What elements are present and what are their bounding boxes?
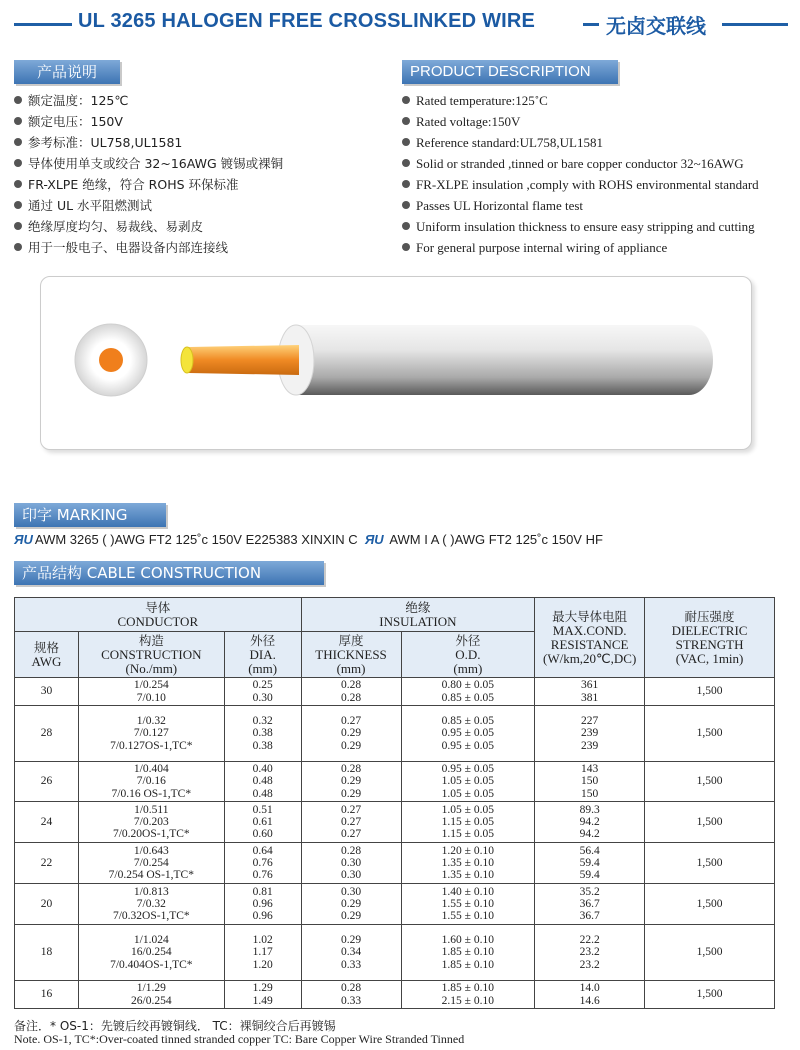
cell-cons: 1/1.024 16/0.254 7/0.404OS-1,TC* xyxy=(78,925,224,981)
header-awg: 规格 AWG xyxy=(15,632,79,678)
list-item: Rated voltage:150V xyxy=(402,111,759,132)
table-row xyxy=(15,925,775,981)
list-item: 额定电压：150V xyxy=(14,111,283,132)
note-cn: 备注．* OS-1：先镀后绞再镀铜线． TC：裸铜绞合后再镀锡 xyxy=(14,1019,336,1033)
table-row xyxy=(15,843,775,884)
cell-cons: 1/0.404 7/0.16 7/0.16 OS-1,TC* xyxy=(78,762,224,802)
bullet-icon xyxy=(14,96,22,104)
bullet-icon xyxy=(14,159,22,167)
cell-dielectric: 1,500 xyxy=(645,925,775,981)
cell-od: 1.40 ± 0.10 1.55 ± 0.10 1.55 ± 0.10 xyxy=(401,884,535,925)
cell-dielectric: 1,500 xyxy=(645,843,775,884)
list-item: Solid or stranded ,tinned or bare copper conductor 32~16AWG xyxy=(402,153,759,174)
bullet-icon xyxy=(402,222,410,230)
cell-awg: 30 xyxy=(15,678,79,706)
header-resistance: 最大导体电阻 MAX.COND. RESISTANCE (W/km,20℃,DC) xyxy=(535,598,645,678)
cell-thick: 0.28 0.29 0.29 xyxy=(301,762,401,802)
cell-res: 89.3 94.2 94.2 xyxy=(535,802,645,843)
cell-od: 0.95 ± 0.05 1.05 ± 0.05 1.05 ± 0.05 xyxy=(401,762,535,802)
construction-heading: 产品结构 CABLE CONSTRUCTION xyxy=(14,561,324,585)
header-construction: 构造 CONSTRUCTION (No./mm) xyxy=(78,632,224,678)
list-item: Rated temperature:125˚C xyxy=(402,90,759,111)
cell-awg: 22 xyxy=(15,843,79,884)
ul-logo-icon: ЯU xyxy=(14,532,33,547)
cell-res: 35.2 36.7 36.7 xyxy=(535,884,645,925)
marking-heading: 印字 MARKING xyxy=(14,503,166,527)
description-en-list xyxy=(402,90,759,258)
wire-jacket xyxy=(296,325,713,395)
bullet-icon xyxy=(402,243,410,251)
table-row xyxy=(15,981,775,1009)
cell-thick: 0.29 0.34 0.33 xyxy=(301,925,401,981)
list-item: 通过 UL 水平阻燃测试 xyxy=(14,195,283,216)
cell-thick: 0.30 0.29 0.29 xyxy=(301,884,401,925)
cell-cons: 1/0.813 7/0.32 7/0.32OS-1,TC* xyxy=(78,884,224,925)
cell-od: 1.05 ± 0.05 1.15 ± 0.05 1.15 ± 0.05 xyxy=(401,802,535,843)
header-dia: 外径 DIA. (mm) xyxy=(224,632,301,678)
bullet-icon xyxy=(14,222,22,230)
page-title-cn: 无卤交联线 xyxy=(606,14,706,38)
cell-awg: 28 xyxy=(15,706,79,762)
ul-logo-icon: ЯU xyxy=(364,532,384,547)
table-row xyxy=(15,884,775,925)
list-item: FR-XLPE insulation ,comply with ROHS environmental standard xyxy=(402,174,759,195)
cell-thick: 0.27 0.29 0.29 xyxy=(301,706,401,762)
title-rule-left xyxy=(14,23,72,26)
cell-awg: 26 xyxy=(15,762,79,802)
cell-res: 227 239 239 xyxy=(535,706,645,762)
cell-cons: 1/1.29 26/0.254 xyxy=(78,981,224,1009)
bullet-icon xyxy=(402,201,410,209)
cell-cons: 1/0.32 7/0.127 7/0.127OS-1,TC* xyxy=(78,706,224,762)
cell-res: 14.0 14.6 xyxy=(535,981,645,1009)
table-row xyxy=(15,678,775,706)
list-item: Uniform insulation thickness to ensure easy stripping and cutting xyxy=(402,216,759,237)
cable-construction-table xyxy=(14,597,775,1009)
title-bar xyxy=(0,10,800,38)
header-dielectric: 耐压强度 DIELECTRIC STRENGTH (VAC, 1min) xyxy=(645,598,775,678)
cell-od: 0.85 ± 0.05 0.95 ± 0.05 0.95 ± 0.05 xyxy=(401,706,535,762)
cell-cons: 1/0.511 7/0.203 7/0.20OS-1,TC* xyxy=(78,802,224,843)
cell-cons: 1/0.643 7/0.254 7/0.254 OS-1,TC* xyxy=(78,843,224,884)
bullet-icon xyxy=(402,117,410,125)
description-cn-list xyxy=(14,90,283,258)
cell-od: 1.20 ± 0.10 1.35 ± 0.10 1.35 ± 0.10 xyxy=(401,843,535,884)
cell-dielectric: 1,500 xyxy=(645,706,775,762)
header-conductor: 导体 CONDUCTOR xyxy=(15,598,302,632)
wire-conductor xyxy=(189,345,299,375)
cell-od: 1.60 ± 0.10 1.85 ± 0.10 1.85 ± 0.10 xyxy=(401,925,535,981)
cell-thick: 0.28 0.30 0.30 xyxy=(301,843,401,884)
bullet-icon xyxy=(14,138,22,146)
header-insulation: 绝缘 INSULATION xyxy=(301,598,535,632)
wire-illustration-frame xyxy=(40,276,752,450)
cell-awg: 16 xyxy=(15,981,79,1009)
cell-dielectric: 1,500 xyxy=(645,678,775,706)
table-row xyxy=(15,762,775,802)
header-od: 外径 O.D. (mm) xyxy=(401,632,535,678)
list-item: For general purpose internal wiring of appliance xyxy=(402,237,759,258)
list-item: 参考标准：UL758,UL1581 xyxy=(14,132,283,153)
list-item: FR-XLPE 绝缘，符合 ROHS 环保标准 xyxy=(14,174,283,195)
list-item: Passes UL Horizontal flame test xyxy=(402,195,759,216)
cell-awg: 24 xyxy=(15,802,79,843)
cell-awg: 18 xyxy=(15,925,79,981)
conductor-tip xyxy=(181,347,193,373)
bullet-icon xyxy=(402,180,410,188)
cell-res: 361 381 xyxy=(535,678,645,706)
marking-text xyxy=(14,532,603,547)
cell-dia: 0.64 0.76 0.76 xyxy=(224,843,301,884)
cell-thick: 0.27 0.27 0.27 xyxy=(301,802,401,843)
cross-section-conductor xyxy=(99,348,123,372)
cell-res: 56.4 59.4 59.4 xyxy=(535,843,645,884)
cell-dia: 0.81 0.96 0.96 xyxy=(224,884,301,925)
cell-od: 1.85 ± 0.10 2.15 ± 0.10 xyxy=(401,981,535,1009)
bullet-icon xyxy=(14,243,22,251)
cell-cons: 1/0.254 7/0.10 xyxy=(78,678,224,706)
description-en-heading: PRODUCT DESCRIPTION xyxy=(402,60,618,84)
bullet-icon xyxy=(402,159,410,167)
table-row xyxy=(15,706,775,762)
cell-dielectric: 1,500 xyxy=(645,802,775,843)
bullet-icon xyxy=(14,201,22,209)
cell-dielectric: 1,500 xyxy=(645,981,775,1009)
cell-dia: 0.32 0.38 0.38 xyxy=(224,706,301,762)
cell-dia: 0.51 0.61 0.60 xyxy=(224,802,301,843)
bullet-icon xyxy=(402,138,410,146)
header-thickness: 厚度 THICKNESS (mm) xyxy=(301,632,401,678)
list-item: 额定温度：125℃ xyxy=(14,90,283,111)
page-title: UL 3265 HALOGEN FREE CROSSLINKED WIRE xyxy=(78,10,536,32)
bullet-icon xyxy=(402,96,410,104)
cell-thick: 0.28 0.28 xyxy=(301,678,401,706)
cell-thick: 0.28 0.33 xyxy=(301,981,401,1009)
cell-awg: 20 xyxy=(15,884,79,925)
bullet-icon xyxy=(14,180,22,188)
cell-res: 22.2 23.2 23.2 xyxy=(535,925,645,981)
marking-text-1: AWM 3265 ( )AWG FT2 125˚c 150V E225383 XINXIN C xyxy=(34,532,358,547)
cell-dia: 0.40 0.48 0.48 xyxy=(224,762,301,802)
cell-dia: 0.25 0.30 xyxy=(224,678,301,706)
list-item: Reference standard:UL758,UL1581 xyxy=(402,132,759,153)
description-cn-heading: 产品说明 xyxy=(14,60,120,84)
cell-dielectric: 1,500 xyxy=(645,762,775,802)
bullet-icon xyxy=(14,117,22,125)
title-rule-right xyxy=(722,23,788,26)
list-item: 绝缘厚度均匀、易裁线、易剥皮 xyxy=(14,216,283,237)
title-rule-middle xyxy=(583,23,599,26)
cell-dielectric: 1,500 xyxy=(645,884,775,925)
cell-dia: 1.29 1.49 xyxy=(224,981,301,1009)
note-en: Note. OS-1, TC*:Over-coated tinned stranded copper TC: Bare Copper Wire Stranded Tinned xyxy=(14,1032,465,1046)
wire-illustration xyxy=(41,277,751,449)
table-body xyxy=(15,678,775,1009)
table-row xyxy=(15,802,775,843)
marking-text-2: AWM I A ( )AWG FT2 125˚c 150V HF xyxy=(389,532,603,547)
list-item: 用于一般电子、电器设备内部连接线 xyxy=(14,237,283,258)
cell-res: 143 150 150 xyxy=(535,762,645,802)
cell-od: 0.80 ± 0.05 0.85 ± 0.05 xyxy=(401,678,535,706)
cell-dia: 1.02 1.17 1.20 xyxy=(224,925,301,981)
list-item: 导体使用单支或绞合 32~16AWG 镀锡或裸铜 xyxy=(14,153,283,174)
